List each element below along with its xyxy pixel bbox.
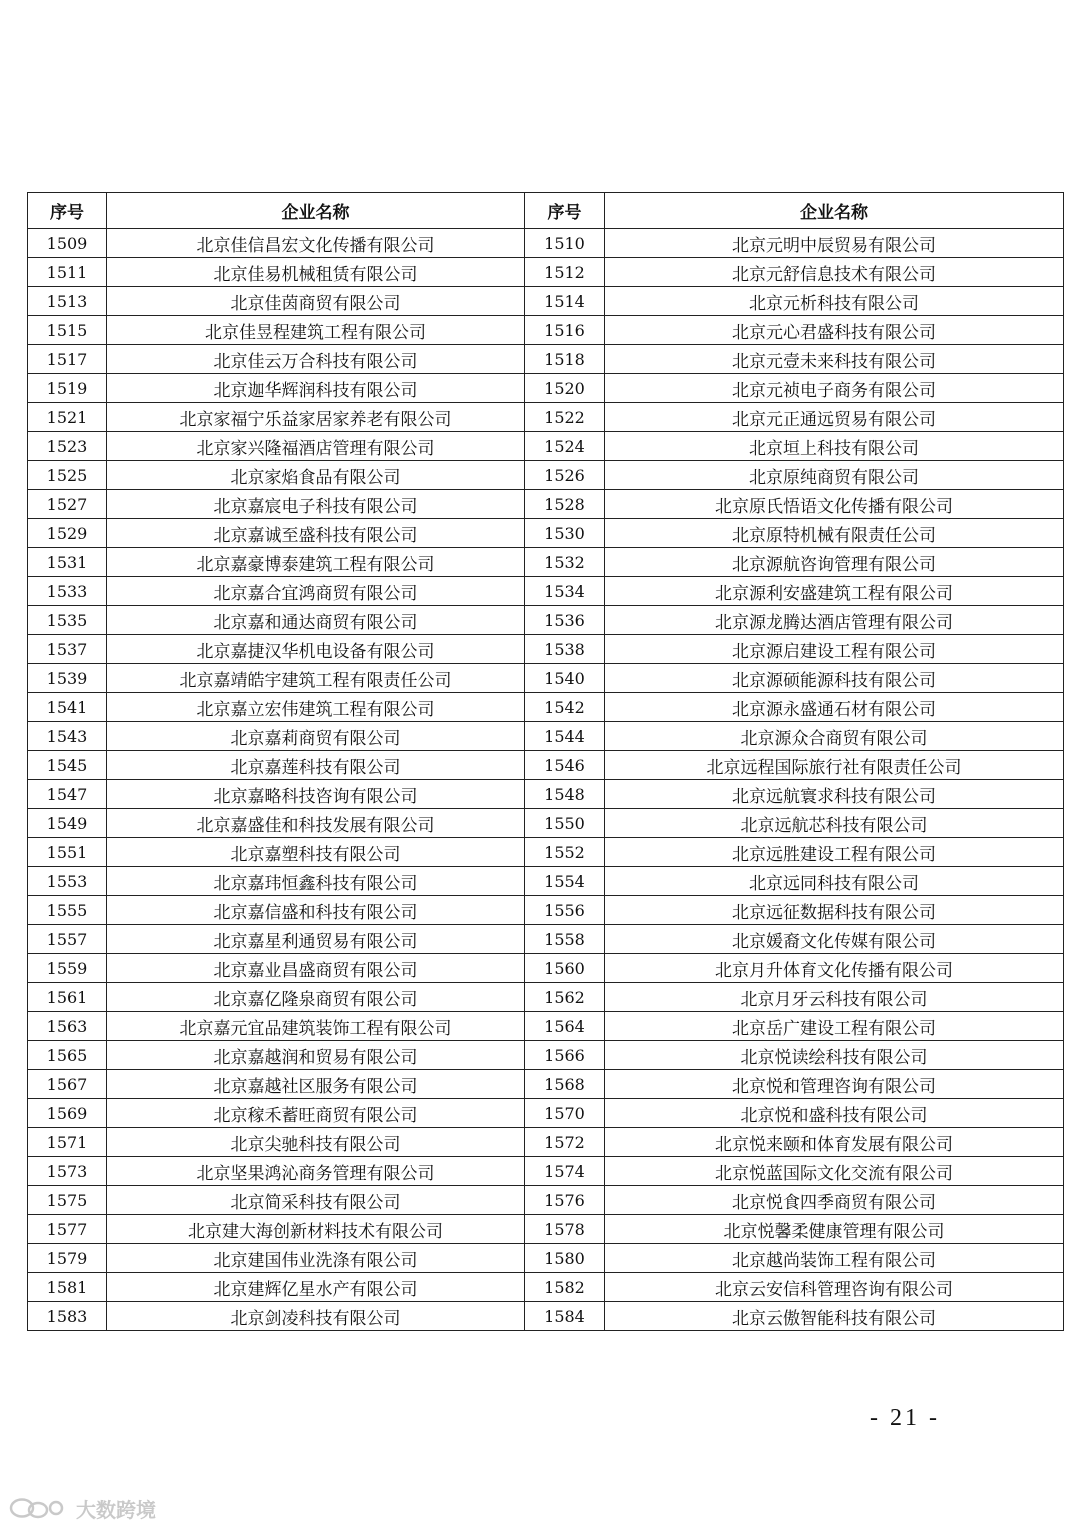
table-row (28, 1041, 1064, 1070)
company-name-left: 北京嘉信盛和科技有限公司 (107, 896, 525, 925)
serial-right: 1568 (525, 1070, 605, 1099)
serial-right: 1550 (525, 809, 605, 838)
serial-left: 1551 (28, 838, 107, 867)
serial-right: 1556 (525, 896, 605, 925)
company-name-right: 北京越尚装饰工程有限公司 (605, 1244, 1064, 1273)
company-name-right: 北京垣上科技有限公司 (605, 432, 1064, 461)
table-row (28, 925, 1064, 954)
table-row (28, 751, 1064, 780)
table-row (28, 345, 1064, 374)
company-name-right: 北京远程国际旅行社有限责任公司 (605, 751, 1064, 780)
serial-left: 1553 (28, 867, 107, 896)
serial-right: 1566 (525, 1041, 605, 1070)
serial-left: 1567 (28, 1070, 107, 1099)
serial-left: 1547 (28, 780, 107, 809)
table-row (28, 867, 1064, 896)
serial-left: 1579 (28, 1244, 107, 1273)
table-row (28, 693, 1064, 722)
serial-left: 1513 (28, 287, 107, 316)
serial-right: 1558 (525, 925, 605, 954)
company-name-left: 北京迦华辉润科技有限公司 (107, 374, 525, 403)
serial-left: 1533 (28, 577, 107, 606)
company-name-right: 北京远征数据科技有限公司 (605, 896, 1064, 925)
company-name-left: 北京佳昱程建筑工程有限公司 (107, 316, 525, 345)
company-name-right: 北京月牙云科技有限公司 (605, 983, 1064, 1012)
serial-left: 1569 (28, 1099, 107, 1128)
table-row (28, 548, 1064, 577)
serial-left: 1537 (28, 635, 107, 664)
company-name-right: 北京悦食四季商贸有限公司 (605, 1186, 1064, 1215)
company-name-right: 北京源利安盛建筑工程有限公司 (605, 577, 1064, 606)
company-name-left: 北京佳易机械租赁有限公司 (107, 258, 525, 287)
serial-right: 1534 (525, 577, 605, 606)
company-list-table (27, 192, 1064, 1331)
company-name-left: 北京嘉略科技咨询有限公司 (107, 780, 525, 809)
watermark (8, 1493, 156, 1523)
serial-right: 1522 (525, 403, 605, 432)
serial-right: 1564 (525, 1012, 605, 1041)
serial-right: 1520 (525, 374, 605, 403)
company-name-left: 北京嘉越社区服务有限公司 (107, 1070, 525, 1099)
table-row (28, 577, 1064, 606)
company-name-left: 北京嘉立宏伟建筑工程有限公司 (107, 693, 525, 722)
serial-left: 1577 (28, 1215, 107, 1244)
serial-right: 1570 (525, 1099, 605, 1128)
header-company-name-left: 企业名称 (107, 193, 525, 229)
serial-left: 1581 (28, 1273, 107, 1302)
serial-right: 1552 (525, 838, 605, 867)
serial-right: 1582 (525, 1273, 605, 1302)
company-name-left: 北京佳云万合科技有限公司 (107, 345, 525, 374)
watermark-text: 大数跨境 (76, 1497, 156, 1522)
company-name-left: 北京嘉玮恒鑫科技有限公司 (107, 867, 525, 896)
page-number: - 21 - (870, 1405, 940, 1431)
table-row (28, 1302, 1064, 1331)
company-name-right: 北京云安信科管理咨询有限公司 (605, 1273, 1064, 1302)
company-name-right: 北京悦馨柔健康管理有限公司 (605, 1215, 1064, 1244)
table-row (28, 461, 1064, 490)
wechat-logo-icon (8, 1495, 70, 1521)
company-name-right: 北京源硕能源科技有限公司 (605, 664, 1064, 693)
company-name-right: 北京元舒信息技术有限公司 (605, 258, 1064, 287)
company-name-right: 北京悦和盛科技有限公司 (605, 1099, 1064, 1128)
company-name-right: 北京媛裔文化传媒有限公司 (605, 925, 1064, 954)
company-name-left: 北京剑凌科技有限公司 (107, 1302, 525, 1331)
serial-right: 1544 (525, 722, 605, 751)
header-serial-left: 序号 (28, 193, 107, 229)
company-name-right: 北京远同科技有限公司 (605, 867, 1064, 896)
header-serial-right: 序号 (525, 193, 605, 229)
serial-right: 1514 (525, 287, 605, 316)
serial-right: 1528 (525, 490, 605, 519)
serial-right: 1580 (525, 1244, 605, 1273)
company-name-right: 北京云傲智能科技有限公司 (605, 1302, 1064, 1331)
company-name-right: 北京悦读绘科技有限公司 (605, 1041, 1064, 1070)
company-name-left: 北京嘉宸电子科技有限公司 (107, 490, 525, 519)
serial-left: 1573 (28, 1157, 107, 1186)
company-name-right: 北京远航寰求科技有限公司 (605, 780, 1064, 809)
serial-left: 1541 (28, 693, 107, 722)
table-row (28, 1070, 1064, 1099)
company-name-left: 北京嘉塑科技有限公司 (107, 838, 525, 867)
company-name-left: 北京嘉越润和贸易有限公司 (107, 1041, 525, 1070)
serial-left: 1525 (28, 461, 107, 490)
serial-right: 1538 (525, 635, 605, 664)
table-row (28, 432, 1064, 461)
company-name-left: 北京建大海创新材料技术有限公司 (107, 1215, 525, 1244)
company-name-right: 北京元壹未来科技有限公司 (605, 345, 1064, 374)
company-name-right: 北京元析科技有限公司 (605, 287, 1064, 316)
serial-left: 1511 (28, 258, 107, 287)
company-name-left: 北京嘉靖皓宇建筑工程有限责任公司 (107, 664, 525, 693)
table-row (28, 838, 1064, 867)
table-row (28, 1215, 1064, 1244)
company-name-left: 北京嘉捷汉华机电设备有限公司 (107, 635, 525, 664)
serial-right: 1584 (525, 1302, 605, 1331)
serial-left: 1559 (28, 954, 107, 983)
serial-left: 1519 (28, 374, 107, 403)
company-name-right: 北京源永盛通石材有限公司 (605, 693, 1064, 722)
table-row (28, 635, 1064, 664)
serial-left: 1523 (28, 432, 107, 461)
company-name-right: 北京悦来颐和体育发展有限公司 (605, 1128, 1064, 1157)
company-name-right: 北京原纯商贸有限公司 (605, 461, 1064, 490)
company-name-left: 北京嘉豪博泰建筑工程有限公司 (107, 548, 525, 577)
company-name-left: 北京嘉合宜鸿商贸有限公司 (107, 577, 525, 606)
serial-right: 1530 (525, 519, 605, 548)
serial-left: 1555 (28, 896, 107, 925)
table-row (28, 1099, 1064, 1128)
table-body (28, 229, 1064, 1331)
serial-right: 1576 (525, 1186, 605, 1215)
company-name-left: 北京家兴隆福酒店管理有限公司 (107, 432, 525, 461)
serial-left: 1509 (28, 229, 107, 258)
serial-right: 1516 (525, 316, 605, 345)
company-name-right: 北京源启建设工程有限公司 (605, 635, 1064, 664)
company-name-right: 北京悦蓝国际文化交流有限公司 (605, 1157, 1064, 1186)
serial-left: 1517 (28, 345, 107, 374)
table-row (28, 1244, 1064, 1273)
serial-right: 1524 (525, 432, 605, 461)
table-row (28, 490, 1064, 519)
table-row (28, 316, 1064, 345)
serial-left: 1543 (28, 722, 107, 751)
serial-left: 1521 (28, 403, 107, 432)
company-name-left: 北京稼禾蓄旺商贸有限公司 (107, 1099, 525, 1128)
serial-left: 1571 (28, 1128, 107, 1157)
company-name-right: 北京元明中辰贸易有限公司 (605, 229, 1064, 258)
table-row (28, 374, 1064, 403)
table-row (28, 664, 1064, 693)
company-name-left: 北京佳信昌宏文化传播有限公司 (107, 229, 525, 258)
serial-right: 1548 (525, 780, 605, 809)
table-row (28, 954, 1064, 983)
company-name-right: 北京源航咨询管理有限公司 (605, 548, 1064, 577)
header-company-name-right: 企业名称 (605, 193, 1064, 229)
company-name-left: 北京简采科技有限公司 (107, 1186, 525, 1215)
table-row (28, 606, 1064, 635)
company-name-right: 北京源龙腾达酒店管理有限公司 (605, 606, 1064, 635)
company-name-left: 北京嘉星利通贸易有限公司 (107, 925, 525, 954)
serial-right: 1510 (525, 229, 605, 258)
table-row (28, 780, 1064, 809)
company-name-right: 北京源众合商贸有限公司 (605, 722, 1064, 751)
company-name-right: 北京元心君盛科技有限公司 (605, 316, 1064, 345)
table-row (28, 1128, 1064, 1157)
serial-left: 1557 (28, 925, 107, 954)
table-row (28, 1273, 1064, 1302)
company-name-left: 北京佳茵商贸有限公司 (107, 287, 525, 316)
company-name-right: 北京原氏悟语文化传播有限公司 (605, 490, 1064, 519)
serial-left: 1583 (28, 1302, 107, 1331)
serial-left: 1539 (28, 664, 107, 693)
serial-right: 1518 (525, 345, 605, 374)
table-row (28, 896, 1064, 925)
table-row (28, 258, 1064, 287)
table-row (28, 519, 1064, 548)
serial-left: 1563 (28, 1012, 107, 1041)
table-row (28, 229, 1064, 258)
serial-right: 1554 (525, 867, 605, 896)
serial-left: 1535 (28, 606, 107, 635)
table-row (28, 1186, 1064, 1215)
table-header-row (28, 193, 1064, 229)
company-name-left: 北京家福宁乐益家居家养老有限公司 (107, 403, 525, 432)
serial-left: 1527 (28, 490, 107, 519)
company-name-left: 北京嘉亿隆泉商贸有限公司 (107, 983, 525, 1012)
serial-right: 1540 (525, 664, 605, 693)
serial-right: 1562 (525, 983, 605, 1012)
company-name-left: 北京嘉盛佳和科技发展有限公司 (107, 809, 525, 838)
table-row (28, 403, 1064, 432)
company-name-right: 北京原特机械有限责任公司 (605, 519, 1064, 548)
table-row (28, 287, 1064, 316)
serial-left: 1515 (28, 316, 107, 345)
serial-right: 1578 (525, 1215, 605, 1244)
serial-left: 1531 (28, 548, 107, 577)
company-name-left: 北京家焰食品有限公司 (107, 461, 525, 490)
serial-right: 1542 (525, 693, 605, 722)
serial-right: 1546 (525, 751, 605, 780)
table-row (28, 983, 1064, 1012)
serial-right: 1572 (525, 1128, 605, 1157)
company-name-left: 北京嘉业昌盛商贸有限公司 (107, 954, 525, 983)
company-name-right: 北京远胜建设工程有限公司 (605, 838, 1064, 867)
company-name-left: 北京建辉亿星水产有限公司 (107, 1273, 525, 1302)
serial-right: 1512 (525, 258, 605, 287)
table-row (28, 1012, 1064, 1041)
company-name-left: 北京嘉莉商贸有限公司 (107, 722, 525, 751)
company-name-left: 北京嘉和通达商贸有限公司 (107, 606, 525, 635)
company-name-right: 北京元祯电子商务有限公司 (605, 374, 1064, 403)
company-name-right: 北京岳广建设工程有限公司 (605, 1012, 1064, 1041)
serial-left: 1575 (28, 1186, 107, 1215)
serial-left: 1561 (28, 983, 107, 1012)
company-name-left: 北京嘉元宜品建筑装饰工程有限公司 (107, 1012, 525, 1041)
serial-right: 1526 (525, 461, 605, 490)
serial-right: 1560 (525, 954, 605, 983)
company-name-right: 北京远航芯科技有限公司 (605, 809, 1064, 838)
serial-right: 1536 (525, 606, 605, 635)
company-name-right: 北京月升体育文化传播有限公司 (605, 954, 1064, 983)
company-name-right: 北京元正通远贸易有限公司 (605, 403, 1064, 432)
serial-right: 1574 (525, 1157, 605, 1186)
company-name-right: 北京悦和管理咨询有限公司 (605, 1070, 1064, 1099)
table-row (28, 809, 1064, 838)
company-name-left: 北京建国伟业洗涤有限公司 (107, 1244, 525, 1273)
serial-left: 1545 (28, 751, 107, 780)
company-name-left: 北京尖驰科技有限公司 (107, 1128, 525, 1157)
table-row (28, 722, 1064, 751)
serial-left: 1549 (28, 809, 107, 838)
serial-right: 1532 (525, 548, 605, 577)
serial-left: 1529 (28, 519, 107, 548)
table-row (28, 1157, 1064, 1186)
company-name-left: 北京嘉诚至盛科技有限公司 (107, 519, 525, 548)
company-name-left: 北京坚果鸿沁商务管理有限公司 (107, 1157, 525, 1186)
company-name-left: 北京嘉莲科技有限公司 (107, 751, 525, 780)
serial-left: 1565 (28, 1041, 107, 1070)
